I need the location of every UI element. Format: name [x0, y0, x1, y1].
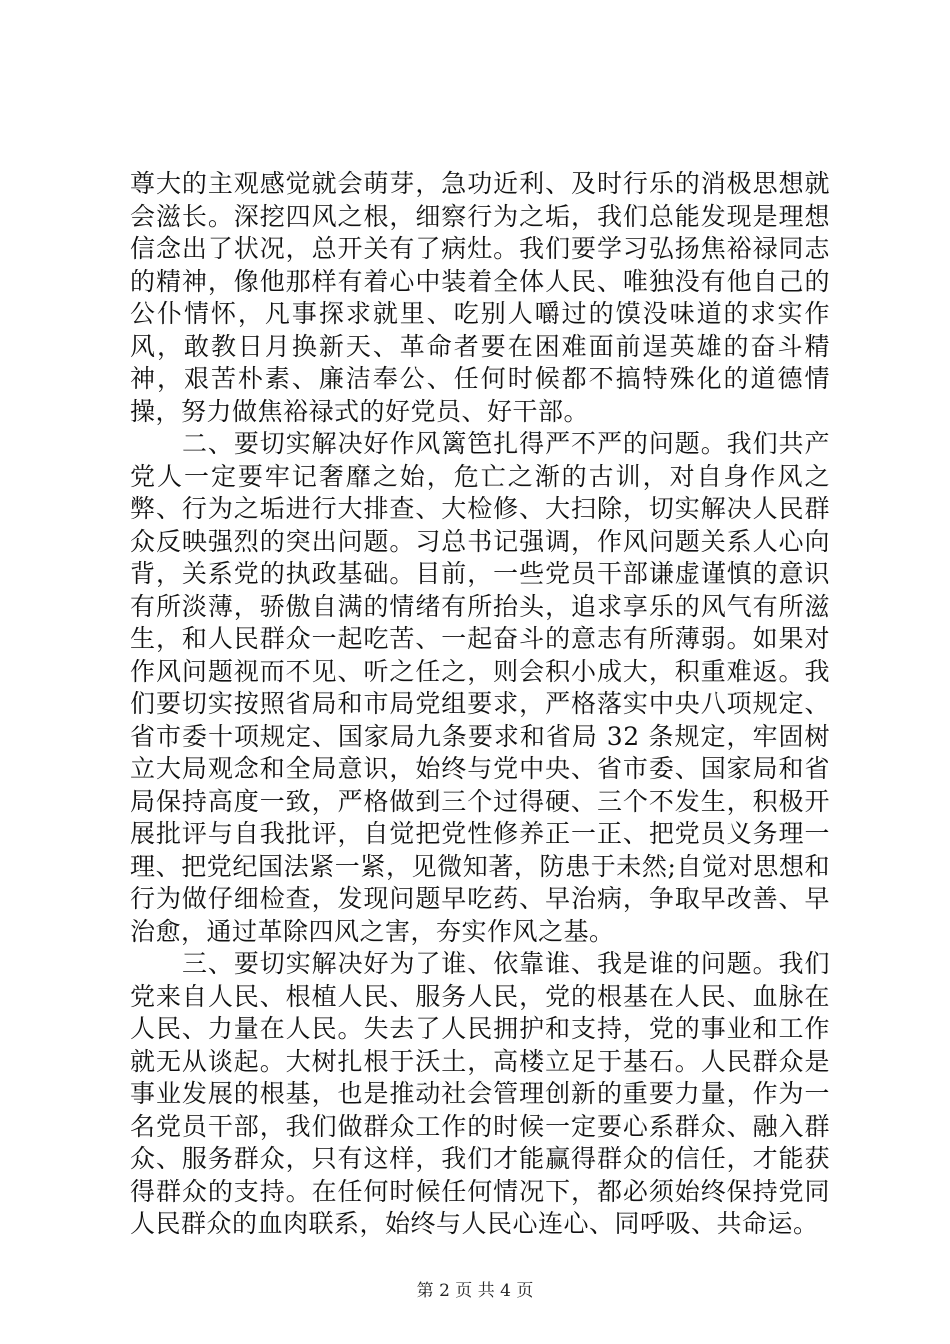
document-body — [130, 168, 830, 1241]
paragraph-point-3: 三、要切实解决好为了谁、依靠谁、我是谁的问题。我们党来自人民、根植人民、服务人民，党的根基在人民、血脉在人民、力量在人民。失去了人民拥护和支持，党的事业和工作就无从谈起。大树扎根于沃土，高楼立足于基石。人民群众是事业发展的根基，也是推动社会管理创新的重要力量，作为一名党员干部，我们做群众工作的时候一定要心系群众、融入群众、服务群众，只有这样，我们才能赢得群众的信任，才能获得群众的支持。在任何时候任何情况下，都必须始终保持党同人民群众的血肉联系，始终与人民心连心、同呼吸、共命运。 — [130, 949, 830, 1238]
paragraph-continued: 尊大的主观感觉就会萌芽，急功近利、及时行乐的消极思想就会滋长。深挖四风之根，细察行为之垢，我们总能发现是理想信念出了状况，总开关有了病灶。我们要学习弘扬焦裕禄同志的精神，像他那样有着心中装着全体人民、唯独没有他自己的公仆情怀，凡事探求就里、吃别人嚼过的馍没味道的求实作风，敢教日月换新天、革命者要在困难面前逞英雄的奋斗精神，艰苦朴素、廉洁奉公、任何时候都不搞特殊化的道德情操，努力做焦裕禄式的好党员、好干部。 — [130, 169, 830, 426]
paragraph-point-2: 二、要切实解决好作风篱笆扎得严不严的问题。我们共产党人一定要牢记奢靡之始，危亡之渐的古训，对自身作风之弊、行为之垢进行大排查、大检修、大扫除，切实解决人民群众反映强烈的突出问题。习总书记强调，作风问题关系人心向背，关系党的执政基础。目前，一些党员干部谦虚谨慎的意识有所淡薄，骄傲自满的情绪有所抬头，追求享乐的风气有所滋生，和人民群众一起吃苦、一起奋斗的意志有所薄弱。如果对作风问题视而不见、听之任之，则会积小成大，积重难返。我们要切实按照省局和市局党组要求，严格落实中央八项规定、省市委十项规定、国家局九条要求和省局 32 条规定，牢固树立大局观念和全局意识，始终与党中央、省市委、国家局和省局保持高度一致，严格做到三个过得硬、三个不发生，积极开展批评与自我批评，自觉把党性修养正一正、把党员义务理一理、把党纪国法紧一紧，见微知著，防患于未然;自觉对思想和行为做仔细检查，发现问题早吃药、早治病，争取早改善、早治愈，通过革除四风之害，夯实作风之基。 — [130, 429, 830, 946]
page-number-footer: 第 2 页 共 4 页 — [416, 1281, 534, 1301]
